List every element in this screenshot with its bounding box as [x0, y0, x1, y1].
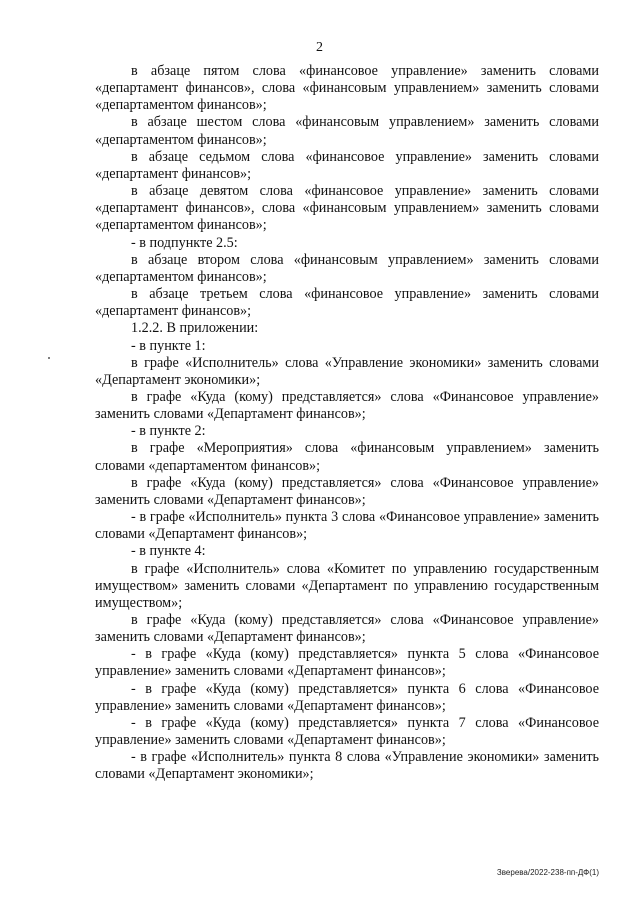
paragraph: - в пункте 1:: [131, 337, 206, 354]
paragraph: в абзаце втором слова «финансовым управлением» заменить словами «департаментом финансов»;: [95, 251, 599, 285]
paragraph: - в пункте 4:: [131, 543, 206, 560]
paragraph: в графе «Исполнитель» слова «Комитет по управлению государственным имуществом» заменить словами «Департамент по управлению государственным имуществом»;: [95, 560, 599, 611]
paragraph: в графе «Мероприятия» слова «финансовым управлением» заменить словами «департаментом финансов»;: [95, 440, 599, 474]
paragraph: - в графе «Исполнитель» пункта 8 слова «Управление экономики» заменить словами «Департамент экономики»;: [95, 749, 599, 783]
paragraph: - в графе «Куда (кому) представляется» пункта 7 слова «Финансовое управление» заменить словами «Департамент финансов»;: [95, 714, 599, 749]
paragraph: в абзаце седьмом слова «финансовое управление» заменить словами «департамент финансов»;: [95, 148, 599, 182]
paragraph: в абзаце шестом слова «финансовым управлением» заменить словами «департаментом финансов»;: [95, 114, 599, 148]
paragraph: - в графе «Куда (кому) представляется» пункта 5 слова «Финансовое управление» заменить словами «Департамент финансов»;: [95, 646, 599, 680]
paragraph: в абзаце пятом слова «финансовое управление» заменить словами «департамент финансов», слова «финансовым управлением» заменить словами «департаментом финансов»;: [95, 63, 599, 114]
paragraph: 1.2.2. В приложении:: [131, 320, 259, 337]
paragraph: в графе «Куда (кому) представляется» слова «Финансовое управление» заменить словами «Департамент финансов»;: [95, 612, 599, 646]
paragraph: - в подпункте 2.5:: [131, 234, 238, 251]
paragraph: - в пункте 2:: [131, 423, 206, 440]
paragraph: - в графе «Исполнитель» пункта 3 слова «Финансовое управление» заменить словами «Департамент финансов»;: [95, 509, 599, 543]
paragraph: - в графе «Куда (кому) представляется» пункта 6 слова «Финансовое управление» заменить словами «Департамент финансов»;: [95, 680, 599, 714]
paragraph: в абзаце девятом слова «финансовое управление» заменить словами «департамент финансов», слова «финансовым управлением» заменить словами «департаментом финансов»;: [95, 183, 599, 234]
paragraph: в графе «Куда (кому) представляется» слова «Финансовое управление» заменить словами «Департамент финансов»;: [95, 474, 599, 508]
margin-mark: [48, 357, 50, 359]
paragraph: в графе «Куда (кому) представляется» слова «Финансовое управление» заменить словами «Департамент финансов»;: [95, 388, 599, 423]
paragraph: в абзаце третьем слова «финансовое управление» заменить словами «департамент финансов»;: [95, 286, 599, 320]
page-number: 2: [316, 40, 323, 55]
document-body: [95, 63, 599, 784]
paragraph: в графе «Исполнитель» слова «Управление экономики» заменить словами «Департамент экономики»;: [95, 354, 599, 388]
document-reference: Зверева/2022-238-пп-ДФ(1): [496, 868, 599, 877]
